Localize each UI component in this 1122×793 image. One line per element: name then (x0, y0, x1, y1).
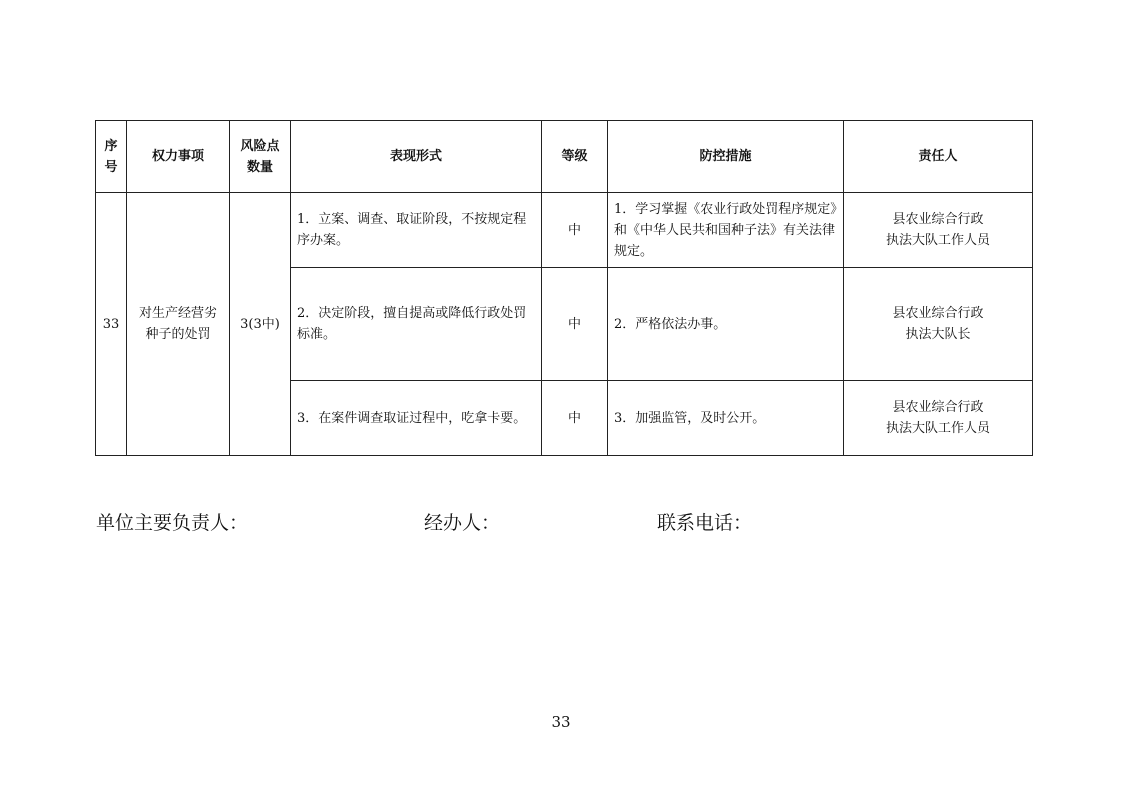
row-responsible: 县农业综合行政 执法大队工作人员 (844, 193, 1033, 268)
row-level: 中 (542, 268, 608, 381)
row-measures: 1．学习掌握《农业行政处罚程序规定》和《中华人民共和国种子法》有关法律规定。 (608, 193, 844, 268)
table-header-row (96, 121, 1033, 193)
unit-head-label: 单位主要负责人： (96, 512, 249, 534)
row-measures: 3．加强监管，及时公开。 (608, 381, 844, 456)
phone-label: 联系电话： (657, 512, 753, 534)
header-manifestation: 表现形式 (291, 121, 542, 193)
header-level: 等级 (542, 121, 608, 193)
row-manifestation: 2．决定阶段，擅自提高或降低行政处罚标准。 (291, 268, 542, 381)
page-number: 33 (551, 713, 571, 731)
row-level: 中 (542, 193, 608, 268)
row-responsible: 县农业综合行政 执法大队工作人员 (844, 381, 1033, 456)
header-power-item: 权力事项 (127, 121, 230, 193)
header-no: 序 号 (96, 121, 127, 193)
entry-no: 33 (96, 193, 127, 456)
handler-label: 经办人： (424, 512, 501, 534)
entry-power-item: 对生产经营劣 种子的处罚 (127, 193, 230, 456)
header-risk-count: 风险点 数量 (230, 121, 291, 193)
row-manifestation: 3．在案件调查取证过程中，吃拿卡要。 (291, 381, 542, 456)
header-measures: 防控措施 (608, 121, 844, 193)
header-responsible: 责任人 (844, 121, 1033, 193)
row-measures: 2．严格依法办事。 (608, 268, 844, 381)
row-responsible: 县农业综合行政 执法大队长 (844, 268, 1033, 381)
table-row (96, 193, 1033, 268)
row-level: 中 (542, 381, 608, 456)
row-manifestation: 1．立案、调查、取证阶段，不按规定程序办案。 (291, 193, 542, 268)
risk-table (95, 120, 1033, 456)
entry-risk-count: 3(3中) (230, 193, 291, 456)
